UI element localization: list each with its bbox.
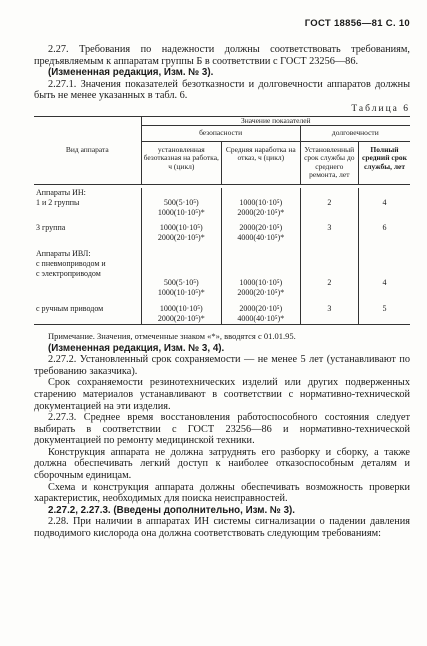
table-row-name: с электроприводом [36,268,101,278]
table-cell: 2000(20·10⁵)* [221,208,300,218]
paragraph-construction: Конструкция аппарата не должна затруднять его разборку и сборку, а также должна обеспечивать легкий доступ к наиболее отказоспособным деталям и сборочным единицам. [34,446,410,482]
table-cell: 2 [300,198,358,208]
table-row-name: с ручным приводом [36,303,104,313]
table-cell: 4000(40·10⁵)* [221,314,300,324]
document-body [34,44,410,540]
table-cell: 2000(20·10⁵)* [141,314,221,324]
table-cell: 1000(10·10⁵) [221,278,300,288]
table-row-name: 3 группа [36,223,66,233]
table-row-name: Аппараты ИВЛ: [36,248,91,258]
paragraph-scheme: Схема и конструкция аппарата должны обеспечивать возможность проверки характеристик, необходимых для поиска неисправностей. [34,481,410,505]
table-cell: 500(5·10⁵) [141,198,221,208]
table-cell: 1000(10·10⁵) [141,304,221,314]
table-cell: 2000(20·10⁵) [221,304,300,314]
edition-note-2: (Измененная редакция, Изм. № 3, 4). [48,342,225,354]
col-header-full-life: Полный средний срок службы, лет [359,141,410,184]
paragraph-2-27-1: 2.27.1. Значения показателей безотказности и долговечности аппаратов должны быть не менее указанных в табл. 6. [34,78,410,102]
table-row-name: Аппараты ИН: [36,187,86,197]
col-header-type: Вид аппарата [34,116,141,184]
table-cell: 2000(20·10⁵) [221,223,300,233]
table-cell: 2000(20·10⁵)* [141,233,221,243]
table-cell: 2000(20·10⁵)* [221,288,300,298]
table-cell: 1000(10·10⁵) [141,223,221,233]
table-caption: Таблица 6 [351,103,410,114]
table-cell: 4000(40·10⁵)* [221,233,300,243]
edition-note-3: 2.27.2, 2.27.3. (Введены дополнительно, Изм. № 3). [48,504,296,516]
col-header-reliability: безопасности [141,126,300,142]
table-cell: 5 [359,304,410,314]
paragraph-2-27-2: 2.27.2. Установленный срок сохраняемости — не менее 5 лет (устанавливают по требованию заказчика). [34,354,410,377]
table-row-name: с пневмоприводом и [36,258,106,268]
col-header-service-life: Установленный срок службы до среднего ремонта, лет [300,141,358,184]
table-cell: 1000(10·10⁵)* [141,208,221,218]
table-cell: 1000(10·10⁵) [221,198,300,208]
edition-note-1: (Измененная редакция, Изм. № 3). [48,67,214,79]
col-header-values: Значение показателей [141,116,410,126]
table-cell: 3 [300,223,358,233]
table-cell: 6 [359,223,410,233]
paragraph-2-27-3: 2.27.3. Среднее время восстановления работоспособного состояния следует выбирать в соответствии с ГОСТ 23256—86 и нормативно-технической документацией по ремонту медицинской техники. [34,412,410,447]
table-note: Примечание. Значения, отмеченные знаком «*», вводятся с 01.01.95. [48,330,296,341]
table-cell: 1000(10·10⁵)* [141,288,221,298]
col-header-mean-to-failure: Средняя наработка на отказ, ч (цикл) [221,141,300,184]
paragraph-2-28: 2.28. При наличии в аппаратах ИН системы сигнализации о падении давления подводимого кислорода она должна соответствовать следующим требованиям: [34,516,410,540]
table-cell: 2 [300,278,358,288]
paragraph-2-27: 2.27. Требования по надежности должны соответствовать требованиям, предъявляемым к аппаратам группы Б в соответствии с ГОСТ 23256—86. [34,44,410,67]
table-cell: 500(5·10⁵) [141,278,221,288]
table-cell: 3 [300,304,358,314]
table-cell: 4 [359,198,410,208]
col-header-mtbf: установленная безотказная на работка, ч (цикл) [141,141,221,184]
paragraph-storage: Срок сохраняемости резинотехнических изделий или других подверженных старению материалов устанавливают в соответствии с нормативно-технической документацией на эти изделия. [34,377,410,412]
col-header-durability: долговечности [300,126,410,142]
table-row-name: 1 и 2 группы [36,197,80,207]
table-6 [34,116,410,325]
table-cell: 4 [359,278,410,288]
page-header: ГОСТ 18856—81 С. 10 [304,18,410,29]
